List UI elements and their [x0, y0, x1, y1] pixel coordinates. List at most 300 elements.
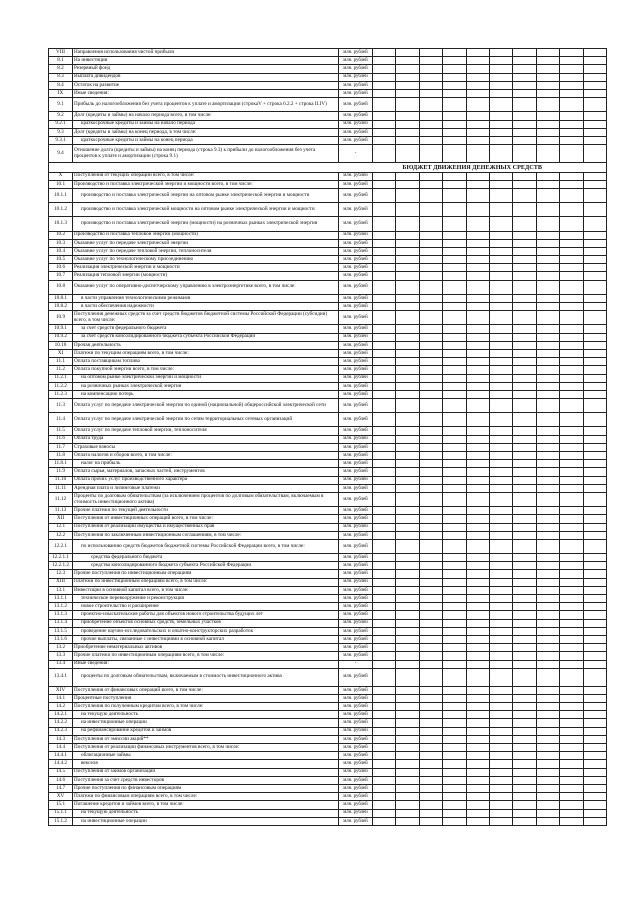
value-cell — [583, 49, 606, 57]
value-cell — [373, 768, 396, 776]
row-name: Поступления от финансовых операций всего, в том числе: — [73, 686, 339, 694]
value-cell — [396, 603, 419, 611]
value-cell — [583, 515, 606, 523]
value-cell — [513, 172, 536, 180]
value-cell — [443, 744, 466, 752]
value-cell — [560, 570, 583, 578]
value-cell — [513, 507, 536, 515]
value-cell — [443, 515, 466, 523]
value-cell — [443, 619, 466, 627]
table-row — [49, 374, 607, 382]
value-cell — [513, 325, 536, 333]
value-cell — [396, 294, 419, 302]
value-cell — [583, 619, 606, 627]
row-name: Прочие поступления по инвестиционным операциям — [73, 570, 339, 578]
value-cell — [396, 73, 419, 81]
value-cell — [466, 73, 489, 81]
value-cell — [419, 57, 442, 65]
value-cell — [536, 727, 559, 735]
table-row — [49, 264, 607, 272]
row-name: Оказание услуг по технологическому присоединению — [73, 256, 339, 264]
value-cell — [466, 349, 489, 357]
row-code: IX — [49, 89, 73, 97]
value-cell — [583, 382, 606, 390]
value-cell — [513, 239, 536, 247]
value-cell — [583, 711, 606, 719]
value-cell — [419, 660, 442, 668]
table-row — [49, 217, 607, 231]
value-cell — [466, 272, 489, 280]
value-cell — [466, 256, 489, 264]
value-cell — [373, 760, 396, 768]
value-cell — [419, 735, 442, 743]
value-cell — [536, 49, 559, 57]
row-code: X — [49, 172, 73, 180]
row-unit: млн. рублей — [339, 172, 373, 180]
row-name: Прочие платежи по текущей деятельности — [73, 507, 339, 515]
value-cell — [489, 484, 512, 492]
value-cell — [513, 89, 536, 97]
row-name: техническое перевооружение и реконструкция — [73, 595, 339, 603]
value-cell — [513, 180, 536, 188]
value-cell — [396, 627, 419, 635]
value-cell — [560, 203, 583, 217]
row-unit: млн. рублей — [339, 744, 373, 752]
value-cell — [513, 272, 536, 280]
value-cell — [373, 793, 396, 801]
value-cell — [419, 539, 442, 553]
table-row — [49, 760, 607, 768]
value-cell — [583, 427, 606, 435]
value-cell — [489, 515, 512, 523]
value-cell — [536, 390, 559, 398]
value-cell — [560, 427, 583, 435]
value-cell — [443, 484, 466, 492]
table-row — [49, 744, 607, 752]
value-cell — [536, 341, 559, 349]
value-cell — [419, 399, 442, 413]
row-code: VIII — [49, 49, 73, 57]
value-cell — [419, 112, 442, 120]
value-cell — [513, 231, 536, 239]
value-cell — [373, 531, 396, 539]
value-cell — [396, 120, 419, 128]
value-cell — [513, 562, 536, 570]
row-code: 14.2 — [49, 703, 73, 711]
value-cell — [396, 349, 419, 357]
value-cell — [583, 686, 606, 694]
value-cell — [560, 460, 583, 468]
value-cell — [466, 760, 489, 768]
value-cell — [560, 452, 583, 460]
value-cell — [489, 399, 512, 413]
value-cell — [489, 635, 512, 643]
row-code: 12.2 — [49, 531, 73, 539]
value-cell — [466, 468, 489, 476]
row-unit: млн. рублей — [339, 817, 373, 825]
value-cell — [466, 413, 489, 427]
value-cell — [489, 760, 512, 768]
value-cell — [560, 492, 583, 506]
row-unit: млн. рублей — [339, 476, 373, 484]
value-cell — [583, 703, 606, 711]
value-cell — [373, 188, 396, 202]
value-cell — [419, 523, 442, 531]
value-cell — [560, 399, 583, 413]
table-row — [49, 49, 607, 57]
value-cell — [536, 801, 559, 809]
row-code: 12.1 — [49, 523, 73, 531]
value-cell — [583, 760, 606, 768]
value-cell — [419, 562, 442, 570]
row-name: Поступления от займов организаций — [73, 768, 339, 776]
value-cell — [560, 603, 583, 611]
row-unit: млн. рублей — [339, 65, 373, 73]
value-cell — [396, 801, 419, 809]
value-cell — [466, 768, 489, 776]
table-row — [49, 136, 607, 144]
value-cell — [536, 452, 559, 460]
table-row — [49, 776, 607, 784]
value-cell — [419, 128, 442, 136]
table-row — [49, 703, 607, 711]
value-cell — [536, 231, 559, 239]
row-name: на рефинансирование кредитов и займов — [73, 727, 339, 735]
row-name: на инвестиционные операции — [73, 719, 339, 727]
table-row — [49, 627, 607, 635]
row-code: 10.6 — [49, 264, 73, 272]
table-row — [49, 98, 607, 112]
row-code: 11.9 — [49, 468, 73, 476]
value-cell — [583, 112, 606, 120]
value-cell — [513, 719, 536, 727]
value-cell — [583, 784, 606, 792]
row-unit: млн. рублей — [339, 635, 373, 643]
value-cell — [489, 57, 512, 65]
value-cell — [396, 333, 419, 341]
value-cell — [583, 452, 606, 460]
table-row — [49, 562, 607, 570]
value-cell — [536, 172, 559, 180]
value-cell — [513, 294, 536, 302]
value-cell — [443, 136, 466, 144]
row-name: На инвестиции — [73, 57, 339, 65]
row-name: Поступления от реализации финансовых инструментов всего, в том числе: — [73, 744, 339, 752]
value-cell — [419, 801, 442, 809]
value-cell — [536, 366, 559, 374]
row-name: Реализация тепловой энергии (мощности) — [73, 272, 339, 280]
value-cell — [373, 333, 396, 341]
value-cell — [583, 57, 606, 65]
value-cell — [513, 776, 536, 784]
row-code: 11.13 — [49, 507, 73, 515]
value-cell — [583, 570, 606, 578]
value-cell — [419, 635, 442, 643]
row-code: 10.1 — [49, 180, 73, 188]
value-cell — [373, 128, 396, 136]
value-cell — [373, 562, 396, 570]
row-code: 11.3 — [49, 399, 73, 413]
row-unit: млн. рублей — [339, 492, 373, 506]
value-cell — [466, 793, 489, 801]
value-cell — [489, 562, 512, 570]
table-row — [49, 180, 607, 188]
table-row — [49, 303, 607, 311]
value-cell — [489, 744, 512, 752]
value-cell — [466, 492, 489, 506]
value-cell — [443, 719, 466, 727]
value-cell — [560, 112, 583, 120]
row-name: на инвестиционные операции — [73, 817, 339, 825]
value-cell — [443, 217, 466, 231]
value-cell — [419, 452, 442, 460]
value-cell — [513, 554, 536, 562]
value-cell — [536, 239, 559, 247]
value-cell — [513, 452, 536, 460]
row-unit: млн. рублей — [339, 73, 373, 81]
value-cell — [489, 180, 512, 188]
value-cell — [419, 578, 442, 586]
value-cell — [513, 735, 536, 743]
value-cell — [489, 809, 512, 817]
value-cell — [396, 128, 419, 136]
value-cell — [583, 562, 606, 570]
row-unit: млн. рублей — [339, 98, 373, 112]
table-row — [49, 554, 607, 562]
value-cell — [443, 57, 466, 65]
row-code: 9.2.1 — [49, 120, 73, 128]
value-cell — [583, 476, 606, 484]
value-cell — [373, 145, 396, 163]
value-cell — [466, 136, 489, 144]
value-cell — [419, 231, 442, 239]
value-cell — [560, 817, 583, 825]
value-cell — [583, 719, 606, 727]
value-cell — [466, 399, 489, 413]
value-cell — [536, 611, 559, 619]
value-cell — [443, 443, 466, 451]
value-cell — [560, 341, 583, 349]
value-cell — [443, 776, 466, 784]
value-cell — [489, 660, 512, 668]
value-cell — [513, 443, 536, 451]
value-cell — [513, 303, 536, 311]
value-cell — [536, 809, 559, 817]
value-cell — [419, 627, 442, 635]
table-row — [49, 325, 607, 333]
value-cell — [513, 586, 536, 594]
value-cell — [583, 89, 606, 97]
value-cell — [560, 468, 583, 476]
value-cell — [373, 294, 396, 302]
value-cell — [419, 49, 442, 57]
value-cell — [560, 333, 583, 341]
value-cell — [536, 760, 559, 768]
value-cell — [373, 460, 396, 468]
value-cell — [396, 443, 419, 451]
row-code: 10.1.3 — [49, 217, 73, 231]
row-unit: млн. рублей — [339, 760, 373, 768]
value-cell — [443, 507, 466, 515]
row-code: XI — [49, 349, 73, 357]
value-cell — [373, 311, 396, 325]
value-cell — [443, 358, 466, 366]
row-name: Остаток на развитие — [73, 81, 339, 89]
row-code: 11.8 — [49, 452, 73, 460]
row-code: 14.2.1 — [49, 711, 73, 719]
row-name: Направления использования чистой прибыли — [73, 49, 339, 57]
value-cell — [536, 686, 559, 694]
value-cell — [513, 711, 536, 719]
row-code: 11.5 — [49, 427, 73, 435]
value-cell — [419, 570, 442, 578]
value-cell — [396, 507, 419, 515]
value-cell — [419, 460, 442, 468]
value-cell — [583, 231, 606, 239]
value-cell — [443, 460, 466, 468]
row-name: за счет средств федерального бюджета — [73, 325, 339, 333]
value-cell — [373, 484, 396, 492]
row-name: Поступления от текущих операций всего, в том числе: — [73, 172, 339, 180]
value-cell — [373, 272, 396, 280]
value-cell — [536, 427, 559, 435]
row-unit: млн. рублей — [339, 427, 373, 435]
row-unit: млн. рублей — [339, 578, 373, 586]
row-name: Погашение кредитов и займов всего, в том числе: — [73, 801, 339, 809]
value-cell — [466, 65, 489, 73]
row-code: 8.4 — [49, 81, 73, 89]
table-row — [49, 603, 607, 611]
value-cell — [373, 476, 396, 484]
table-row — [49, 644, 607, 652]
value-cell — [583, 727, 606, 735]
row-name: Поступления денежных средств за счет средств бюджетов бюджетной системы Российской Федерации (субсидии) всего, в том числе: — [73, 311, 339, 325]
row-name: Страховые взносы — [73, 443, 339, 451]
value-cell — [513, 203, 536, 217]
table-row — [49, 81, 607, 89]
row-code: XIII — [49, 578, 73, 586]
value-cell — [583, 492, 606, 506]
row-unit: млн. рублей — [339, 694, 373, 702]
value-cell — [396, 515, 419, 523]
row-unit: млн. рублей — [339, 539, 373, 553]
value-cell — [466, 652, 489, 660]
value-cell — [583, 413, 606, 427]
value-cell — [560, 727, 583, 735]
value-cell — [373, 443, 396, 451]
value-cell — [513, 311, 536, 325]
value-cell — [560, 523, 583, 531]
value-cell — [396, 303, 419, 311]
value-cell — [396, 809, 419, 817]
value-cell — [373, 264, 396, 272]
value-cell — [489, 349, 512, 357]
value-cell — [489, 382, 512, 390]
value-cell — [513, 768, 536, 776]
value-cell — [419, 366, 442, 374]
value-cell — [396, 460, 419, 468]
value-cell — [583, 768, 606, 776]
value-cell — [373, 81, 396, 89]
value-cell — [536, 562, 559, 570]
value-cell — [489, 188, 512, 202]
value-cell — [396, 611, 419, 619]
value-cell — [560, 303, 583, 311]
value-cell — [536, 460, 559, 468]
table-row — [49, 784, 607, 792]
value-cell — [396, 57, 419, 65]
value-cell — [419, 280, 442, 294]
value-cell — [373, 341, 396, 349]
value-cell — [536, 735, 559, 743]
value-cell — [513, 280, 536, 294]
row-code: 11.2.1 — [49, 374, 73, 382]
value-cell — [583, 539, 606, 553]
row-code: 11.1 — [49, 358, 73, 366]
value-cell — [489, 531, 512, 539]
value-cell — [513, 399, 536, 413]
table-row — [49, 586, 607, 594]
value-cell — [396, 374, 419, 382]
value-cell — [466, 443, 489, 451]
value-cell — [396, 81, 419, 89]
value-cell — [560, 507, 583, 515]
value-cell — [489, 112, 512, 120]
table-row — [49, 399, 607, 413]
value-cell — [536, 744, 559, 752]
value-cell — [583, 180, 606, 188]
value-cell — [489, 694, 512, 702]
value-cell — [419, 303, 442, 311]
table-row — [49, 492, 607, 506]
value-cell — [419, 89, 442, 97]
row-unit: млн. рублей — [339, 57, 373, 65]
value-cell — [513, 801, 536, 809]
table-row — [49, 635, 607, 643]
row-unit: млн. рублей — [339, 793, 373, 801]
value-cell — [513, 744, 536, 752]
value-cell — [373, 399, 396, 413]
value-cell — [583, 627, 606, 635]
value-cell — [443, 492, 466, 506]
value-cell — [489, 727, 512, 735]
value-cell — [419, 325, 442, 333]
value-cell — [373, 668, 396, 686]
value-cell — [536, 554, 559, 562]
value-cell — [373, 570, 396, 578]
value-cell — [443, 203, 466, 217]
value-cell — [513, 686, 536, 694]
value-cell — [396, 570, 419, 578]
value-cell — [489, 272, 512, 280]
value-cell — [373, 120, 396, 128]
value-cell — [583, 531, 606, 539]
value-cell — [419, 492, 442, 506]
value-cell — [443, 311, 466, 325]
budget-table — [48, 48, 607, 826]
value-cell — [513, 484, 536, 492]
value-cell — [419, 744, 442, 752]
value-cell — [489, 413, 512, 427]
value-cell — [560, 413, 583, 427]
value-cell — [443, 760, 466, 768]
value-cell — [396, 539, 419, 553]
row-name: на компенсацию потерь — [73, 390, 339, 398]
value-cell — [560, 294, 583, 302]
value-cell — [583, 660, 606, 668]
value-cell — [560, 217, 583, 231]
row-unit: млн. рублей — [339, 374, 373, 382]
